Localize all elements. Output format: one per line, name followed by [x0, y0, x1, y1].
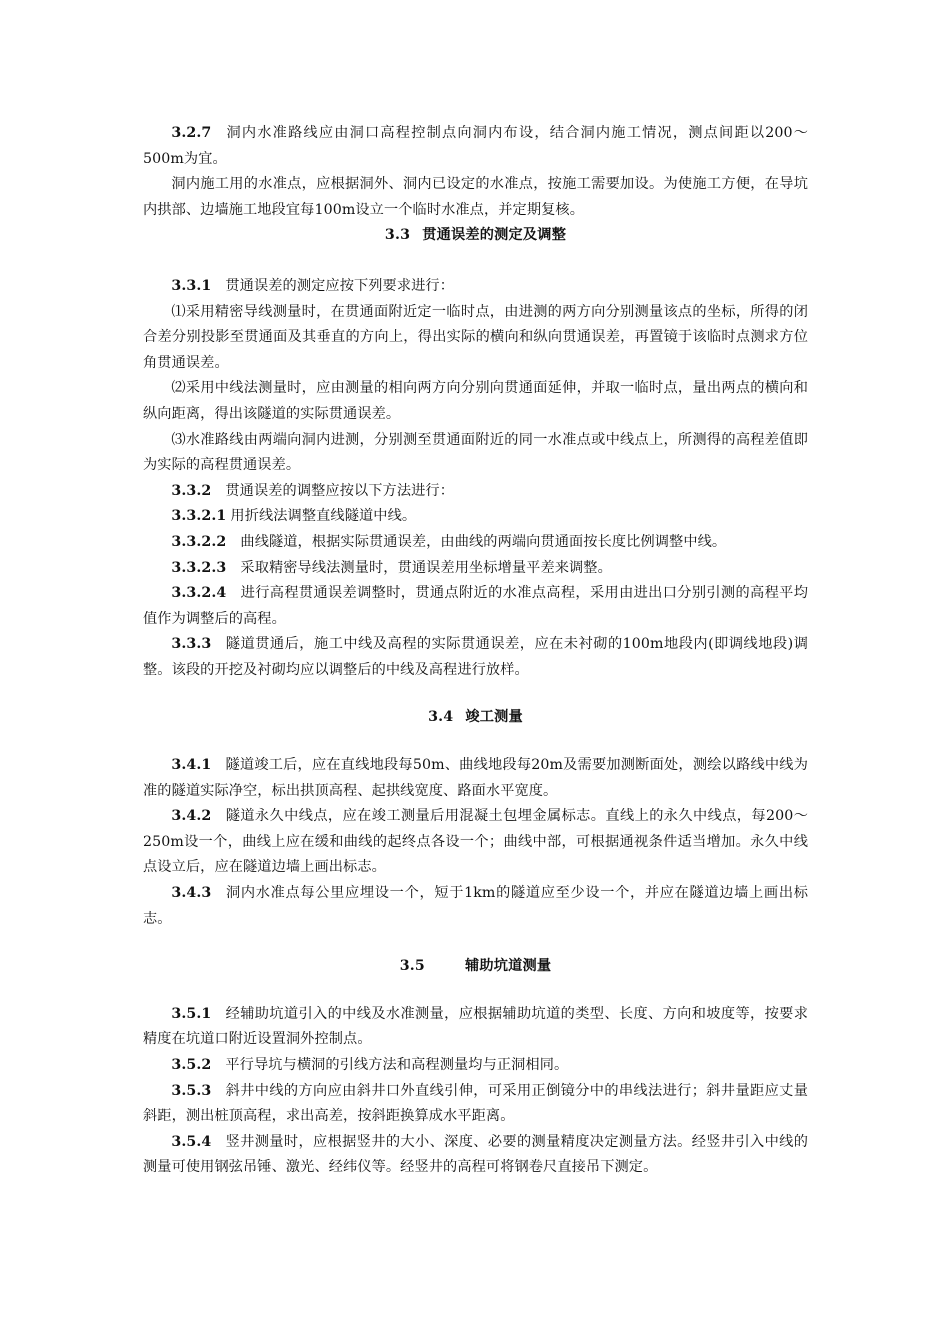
section-title: 贯通误差的测定及调整 [422, 227, 567, 244]
section-heading-3-4 [143, 705, 808, 731]
spacer [143, 980, 808, 1002]
clause-number: 3.4.3 [171, 885, 212, 902]
spacer [143, 731, 808, 753]
paragraph-3-5-1 [143, 1002, 808, 1053]
clause-text: 隧道竣工后，应在直线地段每50m、曲线地段每20m及需要加测断面处，测绘以路线中线为准的隧道实际净空，标出拱顶高程、起拱线宽度、路面水平宽度。 [143, 757, 808, 799]
paragraph-3-3-1 [143, 274, 808, 300]
paragraph-3-3-2-2 [143, 530, 808, 556]
paragraph-3-3-2-3 [143, 556, 808, 582]
paragraph-3-5-4 [143, 1130, 808, 1181]
section-number: 3.3 [384, 227, 411, 244]
clause-text: 隧道永久中线点，应在竣工测量后用混凝土包埋金属标志。直线上的永久中线点，每200～250m设一个，曲线上应在缓和曲线的起终点各设一个；曲线中部，可根据通视条件适当增加。永久中线点设立后，应在隧道边墙上画出标志。 [143, 808, 808, 876]
clause-text: 采取精密导线法测量时，贯通误差用坐标增量平差来调整。 [240, 559, 612, 576]
list-item-1: ⑴采用精密导线测量时，在贯通面附近定一临时点，由进测的两方向分别测量该点的坐标，所得的闭合差分别投影至贯通面及其垂直的方向上，得出实际的横向和纵向贯通误差，再置镜于该临时点测求方位角贯通误差。 [143, 303, 808, 371]
paragraph-3-4-1 [143, 753, 808, 804]
clause-text: 洞内水准路线应由洞口高程控制点向洞内布设，结合洞内施工情况，测点间距以200～500m为宜。 [143, 125, 808, 167]
section-heading-3-3 [143, 223, 808, 249]
clause-text: 经辅助坑道引入的中线及水准测量，应根据辅助坑道的类型、长度、方向和坡度等，按要求精度在坑道口附近设置洞外控制点。 [143, 1005, 808, 1048]
paragraph-3-4-2 [143, 804, 808, 881]
clause-text: 用折线法调整直线隧道中线。 [230, 508, 417, 525]
clause-text: 洞内水准点每公里应埋设一个，短于1km的隧道应至少设一个，并应在隧道边墙上画出标志。 [143, 885, 808, 927]
clause-number: 3.3.2 [171, 482, 212, 499]
clause-number: 3.5.3 [171, 1082, 212, 1099]
paragraph-3-3-3 [143, 632, 808, 683]
section-title: 竣工测量 [465, 709, 523, 726]
clause-text: 贯通误差的测定应按下列要求进行： [225, 277, 454, 294]
paragraph-3-3-2-1 [143, 504, 808, 530]
clause-number: 3.5.4 [171, 1133, 212, 1150]
section-number: 3.5 [399, 958, 425, 975]
paragraph-3-3-2 [143, 479, 808, 505]
clause-text: 曲线隧道，根据实际贯通误差，由曲线的两端向贯通面按长度比例调整中线。 [240, 533, 727, 550]
list-item-3: ⑶水准路线由两端向洞内进测，分别测至贯通面附近的同一水准点或中线点上，所测得的高程差值即为实际的高程贯通误差。 [143, 431, 808, 474]
spacer [143, 683, 808, 705]
spacer [143, 249, 808, 274]
clause-number: 3.3.2.3 [171, 559, 227, 576]
paragraph-3-2-7 [143, 121, 808, 172]
section-number: 3.4 [428, 709, 454, 726]
clause-number: 3.4.2 [171, 808, 212, 825]
section-heading-3-5 [143, 954, 808, 980]
clause-number: 3.5.2 [171, 1057, 212, 1073]
clause-text: 进行高程贯通误差调整时，贯通点附近的水准点高程，采用由进出口分别引测的高程平均值作为调整后的高程。 [143, 585, 808, 627]
document-body [143, 121, 808, 1181]
clause-number: 3.3.2.1 [171, 508, 227, 525]
paragraph-3-4-3 [143, 881, 808, 932]
clause-number: 3.4.1 [171, 757, 212, 774]
clause-text: 竖井测量时，应根据竖井的大小、深度、必要的测量精度决定测量方法。经竖井引入中线的测量可使用钢弦吊锤、激光、经纬仪等。经竖井的高程可将钢卷尺直接吊下测定。 [143, 1133, 808, 1176]
clause-number: 3.3.1 [171, 277, 212, 294]
clause-text: 斜井中线的方向应由斜井口外直线引伸，可采用正倒镜分中的串线法进行；斜井量距应丈量斜距，测出桩顶高程，求出高差，按斜距换算成水平距离。 [143, 1082, 808, 1125]
paragraph-3-3-2-4 [143, 581, 808, 632]
clause-number: 3.5.1 [171, 1005, 212, 1022]
spacer [143, 932, 808, 954]
clause-number: 3.3.2.2 [171, 533, 227, 550]
paragraph-3-5-2 [143, 1053, 808, 1079]
clause-number: 3.3.3 [171, 636, 212, 653]
section-title: 辅助坑道测量 [464, 958, 552, 975]
paragraph-3-5-3 [143, 1079, 808, 1130]
clause-text: 隧道贯通后，施工中线及高程的实际贯通误差，应在未衬砌的100m地段内(即调线地段)调整。该段的开挖及衬砌均应以调整后的中线及高程进行放样。 [143, 636, 808, 678]
clause-number: 3.3.2.4 [171, 585, 227, 602]
clause-text: 平行导坑与横洞的引线方法和高程测量均与正洞相同。 [225, 1057, 569, 1073]
clause-number: 3.2.7 [171, 125, 212, 141]
clause-text: 贯通误差的调整应按以下方法进行： [225, 482, 454, 499]
paragraph-3-2-7-cont: 洞内施工用的水准点，应根据洞外、洞内已设定的水准点，按施工需要加设。为使施工方便，在导坑内拱部、边墙施工地段宜每100m设立一个临时水准点，并定期复核。 [143, 176, 808, 218]
list-item-2: ⑵采用中线法测量时，应由测量的相向两方向分别向贯通面延伸，并取一临时点，量出两点的横向和纵向距离，得出该隧道的实际贯通误差。 [143, 380, 808, 422]
